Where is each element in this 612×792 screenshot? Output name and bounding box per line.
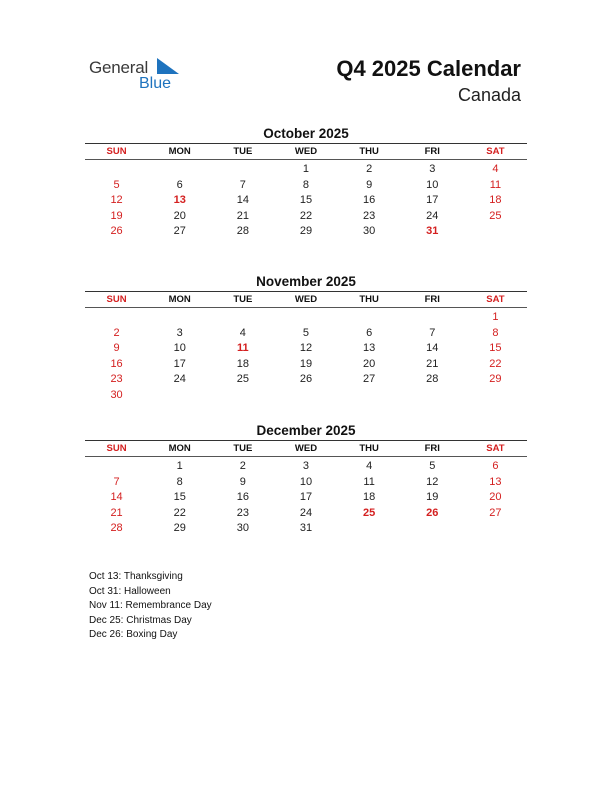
day-cell: 25: [236, 373, 249, 386]
day-cell: 23: [363, 209, 376, 222]
day-cell: 16: [110, 357, 123, 370]
day-cell: 20: [173, 209, 186, 222]
day-cell: 20: [489, 491, 502, 504]
day-cell: 12: [299, 342, 313, 355]
day-cell: 30: [236, 522, 249, 535]
day-cell: 2: [366, 163, 373, 175]
day-cell: 3: [302, 460, 310, 472]
day-cell: 17: [299, 491, 313, 504]
day-cell: 11: [489, 178, 502, 191]
weekday-header: [85, 143, 527, 160]
day-cell: 5: [429, 460, 436, 472]
day-cell: 29: [489, 373, 502, 386]
day-grid: [85, 459, 527, 537]
day-cell: 12: [426, 475, 439, 488]
weekday-fri: FRI: [424, 443, 440, 454]
day-cell: 11: [363, 475, 375, 488]
month-title: October 2025: [263, 126, 349, 141]
day-cell: 10: [299, 475, 313, 488]
empty-cell: [211, 162, 274, 178]
day-cell: 9: [239, 475, 246, 488]
day-cell: 4: [239, 326, 246, 339]
day-cell: 9: [113, 342, 120, 355]
day-cell: 1: [492, 311, 499, 323]
empty-cell: [85, 162, 148, 178]
day-cell: 3: [176, 326, 183, 339]
day-cell: 28: [426, 373, 439, 386]
weekday-sat: SAT: [486, 443, 505, 454]
day-cell: 14: [236, 194, 249, 207]
empty-cell: [148, 162, 211, 178]
weekday-thu: THU: [359, 146, 379, 157]
day-cell: 21: [236, 209, 249, 222]
holiday-day-cell: 11: [237, 342, 249, 355]
day-cell: 2: [239, 460, 246, 472]
day-cell: 8: [176, 475, 183, 488]
day-cell: 21: [110, 506, 123, 519]
day-cell: 23: [236, 506, 249, 519]
day-cell: 24: [426, 209, 439, 222]
day-cell: 29: [299, 225, 313, 238]
day-cell: 9: [366, 178, 373, 191]
page-title: Q4 2025 Calendar: [336, 56, 521, 81]
day-cell: 19: [426, 491, 439, 504]
empty-cell: [338, 310, 401, 326]
day-cell: 24: [173, 373, 186, 386]
weekday-sun: SUN: [106, 443, 127, 454]
day-cell: 24: [299, 506, 313, 519]
weekday-header: [85, 440, 527, 457]
day-cell: 19: [110, 209, 123, 222]
empty-cell: [211, 310, 274, 326]
logo-flag-icon: [157, 58, 179, 74]
weekday-sat: SAT: [486, 294, 505, 305]
day-cell: 10: [426, 178, 439, 191]
month-december: [85, 422, 527, 537]
day-cell: 26: [299, 373, 313, 386]
holiday-day-cell: 31: [426, 225, 439, 238]
weekday-wed: WED: [294, 294, 318, 305]
day-cell: 3: [429, 163, 436, 175]
day-cell: 8: [492, 326, 499, 339]
weekday-header: [85, 291, 527, 308]
weekday-fri: FRI: [424, 294, 440, 305]
day-cell: 23: [110, 373, 123, 386]
weekday-wed: WED: [294, 443, 318, 454]
weekday-tue: TUE: [233, 146, 253, 157]
day-cell: 16: [236, 491, 249, 504]
weekday-wed: WED: [294, 146, 318, 157]
weekday-mon: MON: [168, 146, 191, 157]
weekday-sun: SUN: [106, 146, 127, 157]
day-cell: 22: [489, 357, 502, 370]
day-cell: 7: [429, 326, 436, 339]
day-cell: 18: [363, 491, 376, 504]
day-cell: 21: [426, 357, 439, 370]
day-cell: 17: [426, 194, 439, 207]
day-cell: 18: [236, 357, 249, 370]
day-grid: [85, 162, 527, 240]
holiday-list: [89, 570, 212, 643]
day-cell: 4: [366, 460, 373, 472]
day-cell: 27: [489, 506, 502, 519]
holiday-item: Oct 31: Halloween: [89, 585, 171, 597]
day-cell: 12: [110, 194, 123, 207]
empty-cell: [401, 310, 464, 326]
weekday-tue: TUE: [233, 294, 253, 305]
day-cell: 6: [366, 326, 373, 339]
holiday-item: Dec 25: Christmas Day: [89, 614, 192, 626]
weekday-tue: TUE: [233, 443, 253, 454]
day-cell: 22: [173, 506, 186, 519]
empty-cell: [85, 310, 148, 326]
weekday-sun: SUN: [106, 294, 127, 305]
month-title: December 2025: [256, 423, 356, 438]
logo-text-blue: Blue: [139, 75, 172, 92]
empty-cell: [148, 310, 211, 326]
country-label: Canada: [457, 85, 521, 105]
day-cell: 4: [492, 163, 499, 175]
generalblue-logo: [89, 58, 189, 94]
day-cell: 2: [113, 326, 120, 339]
day-cell: 15: [173, 491, 186, 504]
holiday-item: Nov 11: Remembrance Day: [89, 600, 212, 611]
day-cell: 7: [239, 178, 246, 191]
day-cell: 7: [113, 475, 120, 488]
day-cell: 14: [110, 491, 123, 504]
day-cell: 29: [173, 522, 186, 535]
weekday-mon: MON: [168, 443, 191, 454]
weekday-sat: SAT: [486, 146, 505, 157]
day-cell: 25: [489, 209, 502, 222]
day-cell: 19: [299, 357, 313, 370]
month-title: November 2025: [256, 274, 356, 289]
day-cell: 10: [173, 342, 186, 355]
day-cell: 31: [299, 522, 313, 535]
day-cell: 27: [173, 225, 186, 238]
empty-cell: [274, 310, 337, 326]
logo-text-general: General: [89, 58, 149, 77]
day-cell: 13: [489, 475, 502, 488]
day-cell: 27: [363, 373, 376, 386]
day-cell: 8: [302, 178, 310, 191]
day-cell: 15: [299, 194, 313, 207]
day-cell: 6: [176, 178, 183, 191]
day-cell: 1: [176, 460, 183, 472]
day-cell: 6: [492, 460, 499, 472]
weekday-thu: THU: [359, 294, 379, 305]
day-cell: 13: [363, 342, 376, 355]
day-cell: 1: [302, 163, 310, 175]
weekday-fri: FRI: [424, 146, 440, 157]
holiday-day-cell: 26: [426, 506, 439, 519]
day-cell: 18: [489, 194, 502, 207]
day-cell: 26: [110, 225, 123, 238]
day-cell: 28: [236, 225, 249, 238]
holiday-item: Dec 26: Boxing Day: [89, 629, 178, 640]
day-cell: 5: [113, 178, 120, 191]
weekday-thu: THU: [359, 443, 379, 454]
weekday-mon: MON: [168, 294, 191, 305]
day-cell: 30: [110, 388, 123, 401]
day-cell: 17: [173, 357, 186, 370]
empty-cell: [85, 459, 148, 475]
day-cell: 14: [426, 342, 439, 355]
holiday-item: Oct 13: Thanksgiving: [89, 571, 183, 582]
holiday-day-cell: 13: [173, 194, 186, 207]
day-cell: 5: [302, 326, 310, 339]
day-grid: [85, 310, 527, 404]
day-cell: 22: [299, 209, 313, 222]
month-october: [85, 125, 527, 240]
day-cell: 28: [110, 522, 123, 535]
day-cell: 16: [363, 194, 376, 207]
month-november: [85, 273, 527, 404]
day-cell: 30: [363, 225, 376, 238]
day-cell: 20: [363, 357, 376, 370]
day-cell: 15: [489, 342, 502, 355]
holiday-day-cell: 25: [363, 506, 376, 519]
